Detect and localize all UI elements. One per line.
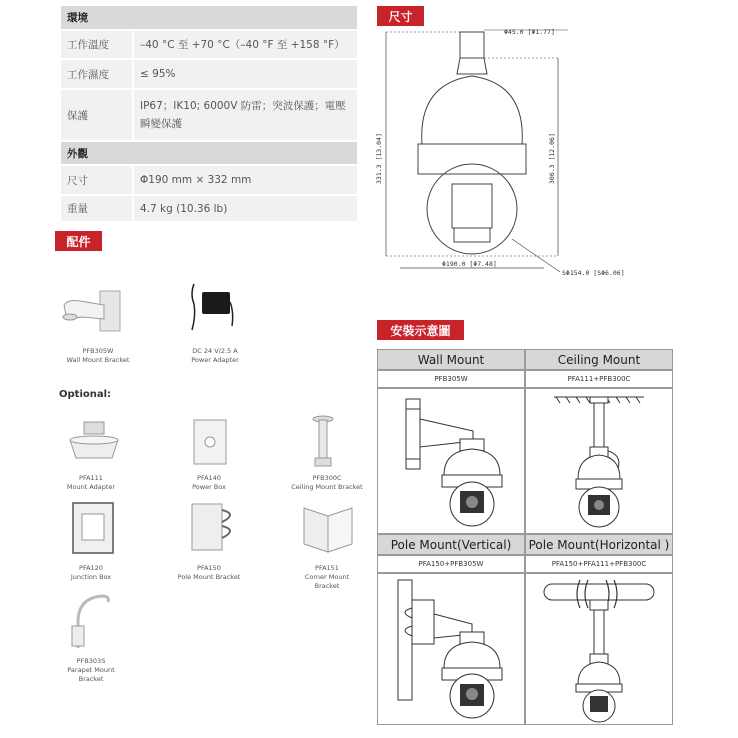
parapet-mount-bracket-icon [66, 592, 116, 652]
mount-parts-ceiling: PFA111+PFB300C [525, 370, 673, 388]
mount-parts-pole-horizontal: PFA150+PFA111+PFB300C [525, 555, 673, 573]
mount-header-pole-horizontal: Pole Mount(Horizontal ) [525, 534, 673, 555]
dim-right-label: 306.3 [12.06] [548, 133, 556, 184]
accessory-caption-pfa140: PFA140 Power Box [192, 474, 226, 491]
accessory-caption-power-adapter: DC 24 V/2.5 A Power Adapter [191, 347, 239, 364]
spec-value: Φ190 mm × 332 mm [134, 166, 357, 194]
dim-sphere-label: SΦ154.0 [SΦ6.06] [562, 269, 625, 277]
spec-row-protection [61, 90, 357, 140]
dimension-drawing [372, 24, 672, 286]
mount-adapter-icon [66, 418, 122, 464]
mount-illustration-pole-vertical [377, 573, 525, 725]
spec-value: IP67；IK10; 6000V 防雷；突波保護；電壓瞬變保護 [134, 90, 357, 140]
accessory-caption-pfb300c: PFB300C Ceiling Mount Bracket [291, 474, 363, 491]
spec-value: ≤ 95% [134, 60, 357, 88]
install-diagram-tag: 安裝示意圖 [377, 320, 464, 340]
mount-header-ceiling: Ceiling Mount [525, 349, 673, 370]
section-exterior: 外觀 [61, 142, 357, 164]
accessory-caption-pfb303s: PFB303S Parapet Mount Bracket [67, 657, 115, 683]
accessory-caption-pfa120: PFA120 Junction Box [70, 564, 112, 581]
spec-row-humidity [61, 60, 357, 88]
spec-row-temperature [61, 31, 357, 58]
pole-mount-bracket-icon [188, 500, 244, 554]
corner-mount-bracket-icon [298, 500, 358, 556]
mount-header-wall: Wall Mount [377, 349, 525, 370]
optional-label: Optional: [59, 389, 112, 400]
spec-value: 4.7 kg (10.36 lb) [134, 196, 357, 221]
accessory-caption-pfa111: PFA111 Mount Adapter [66, 474, 116, 491]
section-environment: 環境 [61, 6, 357, 29]
dim-bottom-label: Φ190.0 [Φ7.48] [442, 260, 497, 268]
accessories-tag: 配件 [55, 231, 102, 251]
spec-value: –40 °C 至 +70 °C（–40 °F 至 +158 °F） [134, 31, 357, 58]
dim-left-label: 331.3 [13.04] [375, 133, 383, 184]
mount-header-pole-vertical: Pole Mount(Vertical) [377, 534, 525, 555]
power-adapter-icon [186, 282, 236, 334]
dim-top-label: Φ45.0 [Φ1.77] [504, 28, 555, 36]
spec-key: 保護 [61, 90, 132, 140]
spec-row-weight [61, 196, 357, 221]
accessory-caption-pfb305w: PFB305W Wall Mount Bracket [66, 347, 130, 364]
mount-illustration-ceiling [525, 388, 673, 534]
mount-parts-pole-vertical: PFA150+PFB305W [377, 555, 525, 573]
power-box-icon [190, 418, 230, 468]
spec-key: 工作溫度 [61, 31, 132, 58]
spec-key: 工作濕度 [61, 60, 132, 88]
mount-illustration-wall [377, 388, 525, 534]
dimensions-tag: 尺寸 [377, 6, 424, 26]
accessory-caption-pfa150: PFA150 Pole Mount Bracket [177, 564, 241, 581]
mount-parts-wall: PFB305W [377, 370, 525, 388]
junction-box-icon [70, 500, 116, 556]
spec-key: 重量 [61, 196, 132, 221]
mount-illustration-pole-horizontal [525, 573, 673, 725]
spec-key: 尺寸 [61, 166, 132, 194]
spec-row-dimensions [61, 166, 357, 194]
wall-mount-bracket-icon [60, 287, 126, 337]
ceiling-mount-bracket-icon [308, 414, 338, 470]
accessory-caption-pfa151: PFA151 Corner Mount Bracket [304, 564, 350, 590]
